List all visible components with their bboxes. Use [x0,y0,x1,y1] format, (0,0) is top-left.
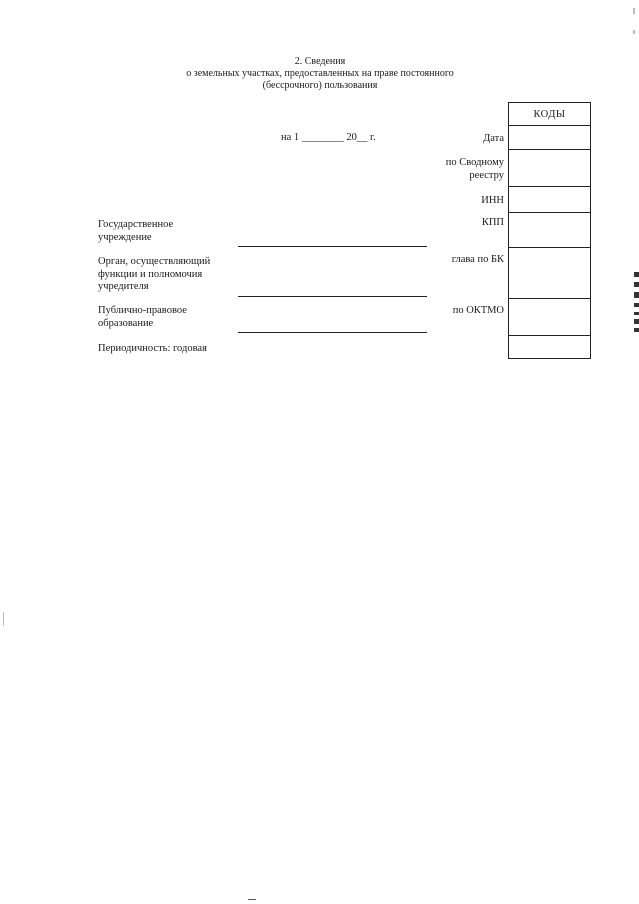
scan-mark [634,282,639,287]
title-line-2: о земельных участках, предоставленных на праве постоянного [186,68,454,79]
report-date-line: на 1 ________ 20__ г. [281,132,376,143]
institution-fill-line[interactable] [238,246,427,247]
scan-mark [634,319,639,324]
label-organ-line-1: Орган, осуществляющий [98,256,211,267]
label-organ-line-2: функции и полномочия [98,268,203,280]
label-svod-line-2: реестру [469,170,504,181]
code-cell-svod-reestr[interactable] [509,150,591,187]
code-cell-kpp[interactable] [509,213,591,248]
scan-mark [633,30,635,34]
scan-mark [634,303,639,307]
scan-mark [248,899,256,900]
label-institution [98,219,173,244]
label-svod-line-1: по Сводному [445,157,504,168]
scan-mark [3,612,4,626]
public-entity-fill-line[interactable] [238,332,427,333]
label-founder-organ [98,256,210,294]
scan-mark [633,8,635,14]
label-glava-bk: глава по БК [451,254,504,265]
label-kpp: КПП [481,217,504,228]
code-cell-oktmo[interactable] [509,299,591,336]
label-institution-line-2: учреждение [98,231,152,243]
code-cell-periodicity[interactable] [509,336,591,359]
label-date: Дата [483,133,504,144]
scan-mark [634,272,639,277]
document-title [150,56,490,92]
label-public-line-1: Публично-правовое [98,305,187,316]
scan-mark [634,312,639,315]
scan-mark [634,328,639,332]
founder-organ-fill-line[interactable] [238,296,427,297]
scan-mark [634,292,639,298]
title-line-3: (бессрочного) пользования [262,80,378,91]
codes-table [508,102,591,359]
code-cell-glava-bk[interactable] [509,248,591,299]
label-oktmo: по ОКТМО [452,305,504,316]
code-cell-date[interactable] [509,126,591,150]
title-line-1: 2. Сведения [294,56,346,67]
label-public-entity [98,305,187,330]
label-periodicity: Периодичность: годовая [98,343,207,354]
label-public-line-2: образование [98,317,154,329]
codes-header: КОДЫ [509,103,591,126]
label-organ-line-3: учредителя [98,281,149,292]
label-inn: ИНН [481,195,504,206]
label-institution-line-1: Государственное [98,219,174,230]
code-cell-inn[interactable] [509,187,591,213]
